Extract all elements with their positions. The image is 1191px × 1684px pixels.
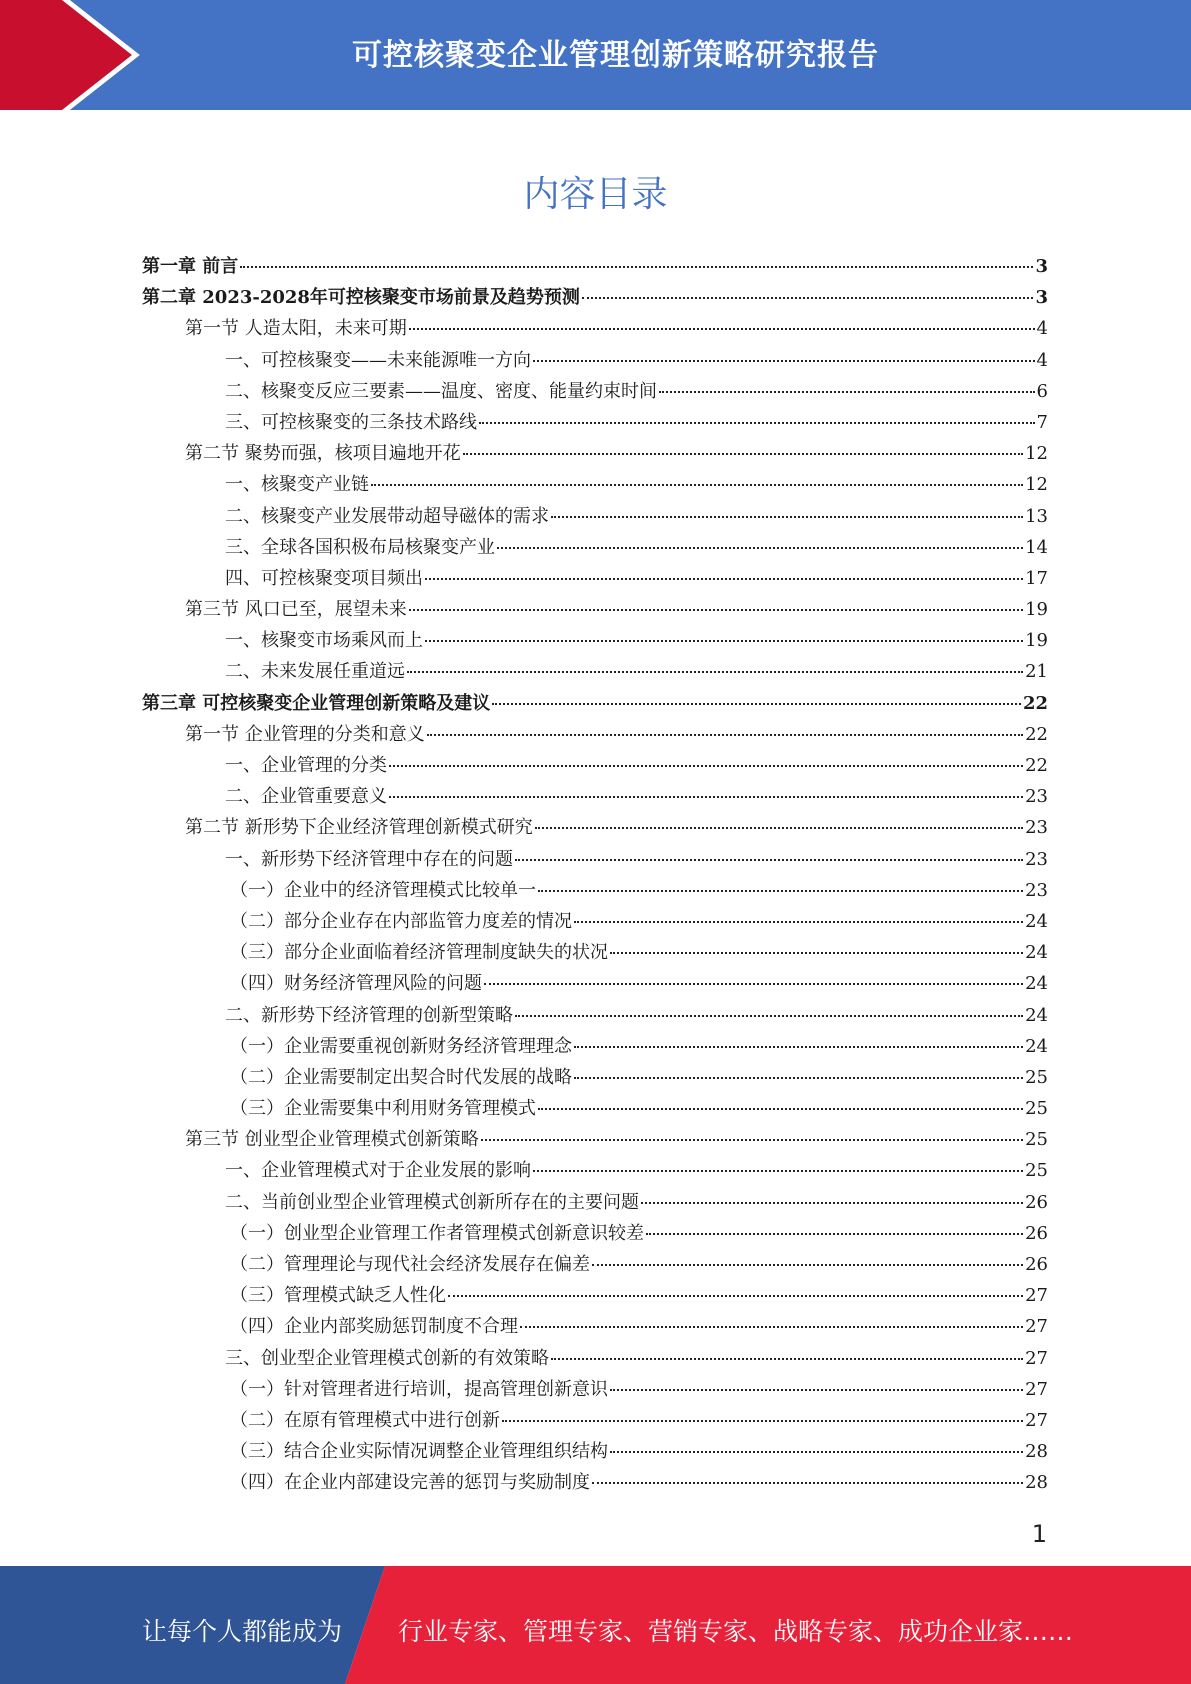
table-of-contents (142, 252, 1048, 1500)
toc-entry-title: 四、可控核聚变项目频出 (225, 567, 423, 589)
toc-entry-title: （二）部分企业存在内部监管力度差的情况 (230, 910, 572, 932)
toc-entry-page: 21 (1025, 661, 1048, 683)
dot-leader (240, 248, 1033, 268)
toc-entry-page: 28 (1025, 1472, 1048, 1494)
toc-entry-page: 27 (1025, 1347, 1048, 1369)
toc-entry-title: 二、当前创业型企业管理模式创新所存在的主要问题 (225, 1191, 639, 1213)
dot-leader (574, 1059, 1023, 1079)
toc-entry[interactable] (142, 1468, 1048, 1499)
toc-entry-title: 二、企业管重要意义 (225, 786, 387, 808)
toc-entry-title: 第三节 风口已至，展望未来 (185, 599, 407, 621)
dot-leader (427, 716, 1023, 736)
toc-entry-page: 27 (1025, 1409, 1048, 1431)
toc-entry-title: 第二章 2023-2028年可控核聚变市场前景及趋势预测 (142, 287, 580, 309)
page-footer-band (0, 1566, 1191, 1684)
toc-entry-page: 19 (1025, 630, 1048, 652)
dot-leader (610, 934, 1023, 954)
toc-entry-page: 12 (1025, 474, 1048, 496)
dot-leader (582, 279, 1034, 299)
dot-leader (574, 903, 1023, 923)
toc-entry-page: 26 (1025, 1191, 1048, 1213)
toc-entry-title: （一）企业需要重视创新财务经济管理理念 (230, 1035, 572, 1057)
toc-entry-title: 一、新形势下经济管理中存在的问题 (225, 848, 513, 870)
dot-leader (515, 841, 1023, 861)
toc-entry-page: 22 (1025, 723, 1048, 745)
toc-entry-title: （一）企业中的经济管理模式比较单一 (230, 879, 536, 901)
dot-leader (646, 1215, 1023, 1235)
toc-entry-page: 23 (1025, 786, 1048, 808)
dot-leader (371, 466, 1023, 486)
dot-leader (538, 1090, 1023, 1110)
toc-entry-page: 25 (1025, 1066, 1048, 1088)
toc-entry-title: （二）在原有管理模式中进行创新 (230, 1409, 500, 1431)
dot-leader (492, 685, 1021, 705)
footer-slogan-right: 行业专家、管理专家、营销专家、战略专家、成功企业家…… (398, 1617, 1074, 1646)
toc-entry-title: 二、核聚变反应三要素——温度、密度、能量约束时间 (225, 380, 657, 402)
dot-leader (535, 809, 1023, 829)
toc-entry-title: 第二节 新形势下企业经济管理创新模式研究 (185, 817, 533, 839)
dot-leader (574, 1028, 1023, 1048)
dot-leader (407, 653, 1023, 673)
toc-entry-title: 第一章 前言 (142, 256, 239, 277)
dot-leader (463, 435, 1023, 455)
toc-entry-title: 一、企业管理的分类 (225, 755, 387, 776)
dot-leader (409, 310, 1035, 330)
toc-entry-title: 第二节 聚势而强，核项目遍地开花 (185, 443, 461, 465)
toc-entry-page: 27 (1025, 1316, 1048, 1338)
dot-leader (484, 965, 1023, 985)
dot-leader (659, 373, 1035, 393)
dot-leader (425, 622, 1023, 642)
toc-entry-page: 24 (1025, 910, 1048, 932)
toc-entry-page: 7 (1036, 411, 1048, 433)
toc-entry-page: 6 (1036, 380, 1048, 402)
dot-leader (551, 498, 1023, 518)
toc-entry-page: 27 (1025, 1378, 1048, 1400)
toc-entry-title: 一、核聚变市场乘风而上 (225, 630, 423, 652)
toc-entry-title: （四）在企业内部建设完善的惩罚与奖励制度 (230, 1472, 590, 1494)
toc-entry-page: 24 (1025, 942, 1048, 964)
toc-entry-title: 第一节 人造太阳，未来可期 (185, 318, 407, 340)
dot-leader (592, 1246, 1023, 1266)
page-number: 1 (1031, 1520, 1047, 1548)
dot-leader (481, 1121, 1023, 1141)
toc-entry-title: （一）创业型企业管理工作者管理模式创新意识较差 (230, 1222, 644, 1244)
toc-entry-page: 23 (1025, 848, 1048, 870)
dot-leader (551, 1340, 1023, 1360)
dot-leader (448, 1277, 1023, 1297)
toc-entry-title: （二）管理理论与现代社会经济发展存在偏差 (230, 1254, 590, 1275)
dot-leader (641, 1184, 1023, 1204)
toc-entry-title: 三、创业型企业管理模式创新的有效策略 (225, 1347, 549, 1369)
toc-entry-page: 25 (1025, 1129, 1048, 1151)
toc-entry-title: 三、可控核聚变的三条技术路线 (225, 411, 477, 433)
toc-entry-page: 26 (1025, 1254, 1048, 1275)
toc-entry-title: 二、未来发展任重道远 (225, 661, 405, 683)
dot-leader (533, 1152, 1023, 1172)
toc-entry-page: 23 (1025, 879, 1048, 901)
toc-entry-page: 24 (1025, 973, 1048, 995)
footer-slogan-left: 让每个人都能成为 (142, 1617, 343, 1646)
toc-entry-page: 26 (1025, 1222, 1048, 1244)
toc-entry-page: 25 (1025, 1098, 1048, 1120)
toc-entry-title: （三）结合企业实际情况调整企业管理组织结构 (230, 1441, 608, 1463)
toc-entry-title: 第三章 可控核聚变企业管理创新策略及建议 (142, 692, 491, 714)
dot-leader (592, 1464, 1023, 1484)
toc-entry-title: 一、核聚变产业链 (225, 474, 369, 496)
toc-entry-title: 二、新形势下经济管理的创新型策略 (225, 1004, 513, 1026)
dot-leader (538, 872, 1023, 892)
toc-entry-title: 一、企业管理模式对于企业发展的影响 (225, 1160, 531, 1182)
toc-entry-title: （三）管理模式缺乏人性化 (230, 1285, 446, 1307)
toc-entry-page: 4 (1036, 349, 1048, 371)
toc-entry-page: 4 (1036, 318, 1048, 340)
toc-entry-page: 24 (1025, 1035, 1048, 1057)
toc-entry-page: 3 (1035, 287, 1048, 309)
toc-entry-title: 三、全球各国积极布局核聚变产业 (225, 536, 495, 558)
dot-leader (389, 778, 1023, 798)
page-header-band (0, 0, 1191, 110)
toc-entry-page: 23 (1025, 817, 1048, 839)
toc-entry-title: 第三节 创业型企业管理模式创新策略 (185, 1129, 479, 1151)
dot-leader (479, 404, 1035, 424)
toc-entry-title: （二）企业需要制定出契合时代发展的战略 (230, 1066, 572, 1088)
dot-leader (409, 591, 1023, 611)
toc-entry-page: 22 (1025, 755, 1048, 776)
toc-entry-title: （四）企业内部奖励惩罚制度不合理 (230, 1316, 518, 1338)
dot-leader (497, 529, 1023, 549)
toc-entry-page: 24 (1025, 1004, 1048, 1026)
toc-entry-page: 28 (1025, 1441, 1048, 1463)
toc-entry-page: 25 (1025, 1160, 1048, 1182)
toc-entry-title: （三）部分企业面临着经济管理制度缺失的状况 (230, 942, 608, 964)
toc-entry-page: 13 (1025, 505, 1048, 527)
dot-leader (610, 1433, 1023, 1453)
toc-entry-title: 第一节 企业管理的分类和意义 (185, 723, 425, 745)
toc-entry-title: （四）财务经济管理风险的问题 (230, 973, 482, 995)
toc-entry-title: （三）企业需要集中利用财务管理模式 (230, 1098, 536, 1120)
toc-entry-page: 17 (1025, 567, 1048, 589)
dot-leader (610, 1371, 1023, 1391)
report-title: 可控核聚变企业管理创新策略研究报告 (352, 38, 879, 73)
toc-entry-title: 二、核聚变产业发展带动超导磁体的需求 (225, 505, 549, 527)
toc-entry-page: 19 (1025, 599, 1048, 621)
dot-leader (533, 342, 1035, 362)
toc-entry-title: 一、可控核聚变——未来能源唯一方向 (225, 349, 531, 371)
toc-entry-title: （一）针对管理者进行培训，提高管理创新意识 (230, 1378, 608, 1400)
toc-heading: 内容目录 (523, 174, 668, 215)
dot-leader (515, 997, 1023, 1017)
dot-leader (425, 560, 1023, 580)
toc-entry-page: 27 (1025, 1285, 1048, 1307)
dot-leader (520, 1308, 1023, 1328)
toc-entry-page: 22 (1022, 692, 1048, 714)
toc-entry-page: 12 (1025, 443, 1048, 465)
toc-entry-page: 3 (1035, 256, 1048, 277)
dot-leader (502, 1402, 1023, 1422)
dot-leader (389, 747, 1023, 767)
toc-entry-page: 14 (1025, 536, 1048, 558)
